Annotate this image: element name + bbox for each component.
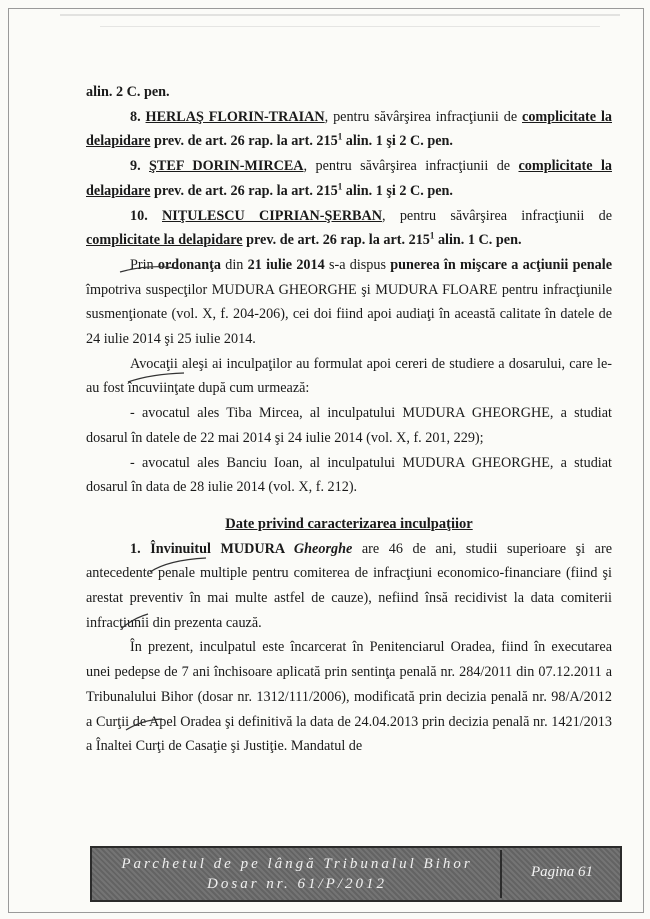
- text-run: complicitate la delapidare: [86, 158, 612, 199]
- text-run: 1. Învinuitul MUDURA: [130, 540, 294, 557]
- text-run: HERLAŞ FLORIN-TRAIAN: [145, 108, 325, 125]
- text-run: prev. de art. 26 rap. la art. 215: [150, 133, 338, 150]
- document-body: [86, 80, 612, 759]
- text-run: NIŢULESCU CIPRIAN-ŞERBAN: [162, 207, 383, 224]
- text-run: apoi cereri de studiere a dosarului, care le-au fost încuviinţate după cum urmează:: [86, 355, 612, 397]
- spacer: [86, 500, 612, 512]
- paragraph: [86, 204, 612, 253]
- text-run: ŞTEF DORIN-MIRCEA: [149, 158, 304, 175]
- bleed-through-text: [60, 0, 620, 40]
- footer-banner: [90, 846, 622, 902]
- text-run: 1: [337, 131, 343, 142]
- paragraph: [86, 154, 612, 203]
- text-run: s-a dispus: [324, 256, 391, 273]
- text-run: 1: [429, 230, 435, 241]
- text-run: 21 iulie 2014: [247, 256, 325, 273]
- text-run: 9.: [130, 158, 150, 175]
- text-run: 8.: [130, 108, 146, 125]
- text-run: 10.: [130, 207, 162, 224]
- pen-mark-1: [118, 262, 178, 276]
- text-run: alin. 1 şi 2 C. pen.: [342, 133, 453, 150]
- section-heading: Date privind caracterizarea inculpaţiior: [225, 515, 473, 532]
- text-run: din: [220, 256, 248, 273]
- text-run: complicitate la delapidare: [86, 108, 612, 150]
- text-run: Avocaţii aleşi ai inculpaţilor au formulat: [130, 355, 363, 372]
- text-run: complicitate la delapidare: [86, 232, 243, 249]
- text-run: are 46 de ani, studii superioare şi are antecedente penale multiple pentru comiterea de infracţiuni economico-financiare (fiind şi arestat preventiv în mai multe astfel de cauze), nefiind însă recidivist la data comiterii infracţiunii din prezenta cauză.: [86, 540, 612, 631]
- text-run: alin. 1 C. pen.: [434, 232, 522, 249]
- footer-office-box: [94, 850, 502, 898]
- paragraph: [86, 451, 612, 500]
- paragraph: [86, 635, 612, 759]
- footer-page-number: Pagina 61: [530, 864, 594, 880]
- paragraph: [86, 105, 612, 154]
- text-run: punerea în mişcare a acţiunii penale: [390, 256, 612, 273]
- text-run: alin. 2 C. pen.: [86, 84, 170, 100]
- text-run: Gheorghe: [293, 540, 353, 557]
- footer-case-number: Dosar nr. 61/P/2012: [207, 876, 387, 892]
- text-run: alin. 1 şi 2 C. pen.: [342, 182, 453, 199]
- paragraph: [86, 401, 612, 450]
- pen-mark-5: [124, 716, 164, 734]
- text-run: , pentru săvârşirea infracţiunii de: [324, 108, 523, 125]
- text-run: împotriva suspecţilor MUDURA GHEORGHE şi MUDURA FLOARE pentru infracţiunile susmenţionate (vol. X, f. 204-206), cei doi fiind apoi audiaţi în această calitate în datele de 24 iulie 2014 şi 25 iulie 2014.: [86, 281, 612, 348]
- paragraph: [86, 537, 612, 636]
- text-run: prev. de art. 26 rap. la art. 215: [242, 232, 430, 249]
- text-run: - avocatul ales Tiba Mircea, al inculpatului MUDURA GHEORGHE, a studiat dosarul în datele de 22 mai 2014 şi 24 iulie 2014 (vol. X, f. 201, 229);: [86, 405, 612, 446]
- footer-office-name: Parchetul de pe lângă Tribunalul Bihor: [121, 856, 473, 872]
- text-run: - avocatul ales Banciu Ioan, al inculpatului MUDURA GHEORGHE, a studiat dosarul în data de 28 iulie 2014 (vol. X, f. 212).: [86, 454, 612, 496]
- text-run: 1: [337, 181, 343, 192]
- paragraph: [86, 80, 612, 105]
- pen-mark-3: [148, 556, 208, 576]
- text-run: , pentru săvârşirea infracţiunii de: [382, 207, 612, 224]
- pen-mark-4: [120, 612, 150, 632]
- text-run: , pentru săvârşirea infracţiunii de: [303, 158, 519, 175]
- pen-mark-2: [126, 370, 186, 386]
- text-run: Prin: [130, 256, 158, 273]
- text-run: ordonanţa: [157, 256, 221, 273]
- text-run: prev. de art. 26 rap. la art. 215: [150, 182, 338, 199]
- text-run: , inculpatul este încarcerat în Penitenciarul Oradea, fiind în executarea unei pedepse de 7 ani închisoare aplicată prin sentinţa penală nr. 284/2011 din 07.12.2011 a Tribunalului Bihor (dosar nr. 1312/111/2006), modificată prin decizia penală nr. 98/A/2012 a Curţii de Apel Oradea şi definitivă la data de 24.04.2013 prin decizia penală nr. 1421/2013 a Înaltei Curţi de Casaţie şi Justiţie. Mandatul de: [86, 639, 612, 755]
- text-run: În prezent: [130, 639, 190, 656]
- paragraph-group-accused-list: [86, 80, 612, 500]
